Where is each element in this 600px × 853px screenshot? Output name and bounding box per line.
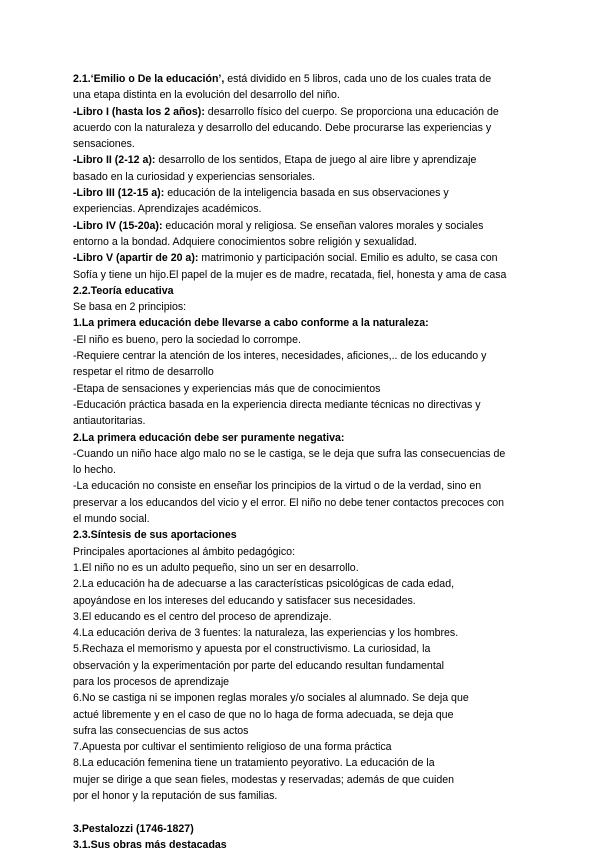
body-text: 6.No se castiga ni se imponen reglas morales y/o sociales al alumnado. Se deja que	[73, 692, 469, 705]
bold-text: 1.La primera educación debe llevarse a cabo conforme a la naturaleza:	[73, 317, 429, 330]
body-text: actué libremente y en el caso de que no lo haga de forma adecuada, se deja que	[73, 708, 454, 721]
text-line	[73, 446, 533, 462]
text-line	[73, 788, 533, 804]
text-line	[73, 397, 533, 413]
body-text: acuerdo con la naturaleza y desarrollo del educando. Debe procurarse las experiencias y	[73, 121, 492, 134]
text-line	[73, 495, 533, 511]
body-text: educación de la inteligencia basada en sus observaciones y	[164, 187, 449, 200]
bold-text: 2.La primera educación debe ser puramente negativa:	[73, 431, 345, 444]
text-line	[73, 560, 533, 576]
body-text: basado en la curiosidad y experiencias sensoriales.	[73, 170, 316, 183]
body-text: 4.La educación deriva de 3 fuentes: la naturaleza, las experiencias y los hombres.	[73, 627, 459, 640]
text-line	[73, 104, 533, 120]
body-text: desarrollo físico del cuerpo. Se proporciona una educación de	[204, 105, 499, 118]
text-line	[73, 478, 533, 494]
text-line	[73, 299, 533, 315]
bold-text: 3.1.Sus obras más destacadas	[73, 838, 227, 851]
bold-text: 2.1.‘Emilio o De la educación’,	[73, 73, 225, 85]
bold-text: 3.Pestalozzi (1746-1827)	[73, 822, 194, 835]
body-text: Principales aportaciones al ámbito pedagógico:	[73, 545, 296, 558]
text-line	[73, 609, 533, 625]
text-line	[73, 690, 533, 706]
body-text: respetar el ritmo de desarrollo	[73, 366, 214, 379]
text-line	[73, 152, 533, 168]
bold-text: -Libro V (apartir de 20 a):	[73, 252, 199, 265]
text-line	[73, 804, 533, 820]
text-line	[73, 837, 533, 853]
body-text: mujer se dirige a que sean fieles, modestas y reservadas; además de que cuiden	[73, 773, 455, 786]
body-text: -El niño es bueno, pero la sociedad lo corrompe.	[73, 333, 301, 346]
bold-text: -Libro III (12-15 a):	[73, 187, 165, 200]
body-text: desarrollo de los sentidos, Etapa de juego al aire libre y aprendizaje	[155, 154, 477, 167]
text-line	[73, 348, 533, 364]
text-line	[73, 658, 533, 674]
text-line	[73, 772, 533, 788]
text-line	[73, 739, 533, 755]
body-text: sufra las consecuencias de sus actos	[73, 724, 249, 737]
text-line	[73, 267, 533, 283]
text-line	[73, 136, 533, 152]
body-text: está dividido en 5 libros, cada uno de los cuales trata de	[224, 73, 492, 85]
text-line	[73, 413, 533, 429]
text-line	[73, 218, 533, 234]
body-text: 2.La educación ha de adecuarse a las características psicológicas de cada edad,	[73, 578, 455, 591]
body-text: 1.El niño no es un adulto pequeño, sino un ser en desarrollo.	[73, 561, 359, 574]
text-line	[73, 430, 533, 446]
body-text: -Cuando un niño hace algo malo no se le castiga, se le deja que sufra las consecuencias de	[73, 447, 506, 460]
body-text: -Etapa de sensaciones y experiencias más que de conocimientos	[73, 382, 381, 395]
bold-text: 2.2.Teoría educativa	[73, 284, 174, 297]
body-text: -La educación no consiste en enseñar los principios de la virtud o de la verdad, sino en	[73, 480, 482, 493]
body-text: Se basa en 2 principios:	[73, 301, 187, 314]
text-line	[73, 527, 533, 543]
body-text: matrimonio y participación social. Emilio es adulto, se casa con	[198, 252, 498, 265]
body-text: lo hecho.	[73, 464, 116, 477]
body-text: sensaciones.	[73, 138, 135, 151]
body-text: antiautoritarias.	[73, 415, 146, 428]
text-line	[73, 381, 533, 397]
body-text: por el honor y la reputación de sus familias.	[73, 790, 278, 803]
text-line	[73, 707, 533, 723]
body-text: 3.El educando es el centro del proceso de aprendizaje.	[73, 610, 332, 623]
text-line	[73, 283, 533, 299]
body-text: observación y la experimentación por parte del educando resultan fundamental	[73, 659, 445, 672]
text-line	[73, 315, 533, 331]
text-line	[73, 120, 533, 136]
body-text: el mundo social.	[73, 513, 150, 526]
text-line	[73, 250, 533, 266]
text-line	[73, 511, 533, 527]
body-text: experiencias. Aprendizajes académicos.	[73, 203, 262, 216]
text-line	[73, 185, 533, 201]
document-text	[73, 71, 533, 853]
text-line	[73, 364, 533, 380]
body-text: apoyándose en los intereses del educando y satisfacer sus necesidades.	[73, 594, 416, 607]
text-line	[73, 576, 533, 592]
body-text: 5.Rechaza el memorismo y apuesta por el constructivismo. La curiosidad, la	[73, 643, 431, 656]
text-line	[73, 71, 533, 87]
body-text: entorno a la bondad. Adquiere conocimientos sobre religión y sexualidad.	[73, 235, 417, 248]
body-text: 8.La educación femenina tiene un tratamiento peyorativo. La educación de la	[73, 757, 435, 770]
body-text: -Requiere centrar la atención de los interes, necesidades, aficiones,.. de los educando y	[73, 350, 487, 363]
body-text: preservar a los educandos del vicio y el error. El niño no debe tener contactos precoces con	[73, 496, 505, 509]
text-line	[73, 462, 533, 478]
body-text: una etapa distinta en la evolución del desarrollo del niño.	[73, 89, 340, 102]
text-line	[73, 641, 533, 657]
text-line	[73, 821, 533, 837]
text-line	[73, 544, 533, 560]
text-line	[73, 234, 533, 250]
text-line	[73, 723, 533, 739]
text-line	[73, 169, 533, 185]
bold-text: 2.3.Síntesis de sus aportaciones	[73, 529, 237, 542]
text-line	[73, 755, 533, 771]
body-text: 7.Apuesta por cultivar el sentimiento religioso de una forma práctica	[73, 741, 392, 754]
bold-text: -Libro I (hasta los 2 años):	[73, 105, 205, 118]
text-line	[73, 332, 533, 348]
text-line	[73, 625, 533, 641]
body-text: Sofía y tiene un hijo.El papel de la mujer es de madre, recatada, fiel, honesta y ama de casa	[73, 268, 507, 281]
text-line	[73, 87, 533, 103]
body-text: educación moral y religiosa. Se enseñan valores morales y sociales	[162, 219, 484, 232]
bold-text: -Libro IV (15-20a):	[73, 219, 163, 232]
text-line	[73, 201, 533, 217]
body-text: -Educación práctica basada en la experiencia directa mediante técnicas no directivas y	[73, 398, 481, 411]
body-text: para los procesos de aprendizaje	[73, 675, 230, 688]
bold-text: -Libro II (2-12 a):	[73, 154, 156, 167]
text-line	[73, 593, 533, 609]
text-line	[73, 674, 533, 690]
